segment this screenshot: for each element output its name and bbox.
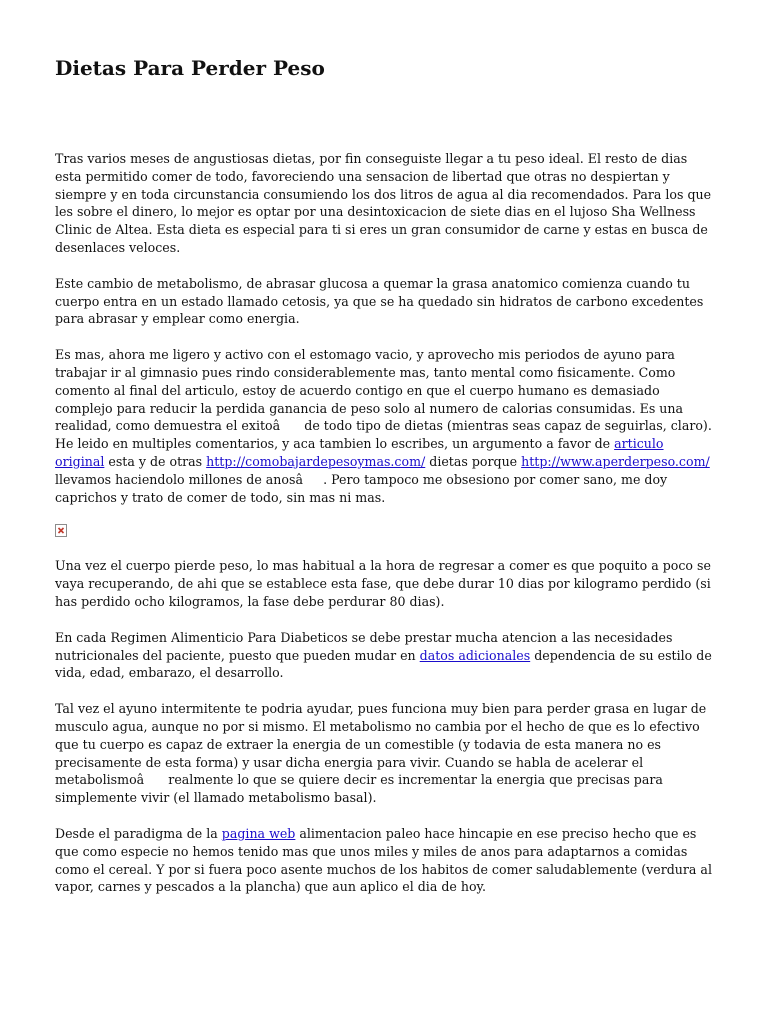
- paragraph-5: [55, 629, 715, 682]
- link-comobajardepesoymas[interactable]: http://comobajardepesoymas.com/: [206, 453, 426, 469]
- link-pagina-web[interactable]: pagina web: [221, 825, 296, 841]
- paragraph-3: [55, 346, 715, 506]
- link-articulo-original[interactable]: articulo original: [55, 436, 664, 469]
- article-body: [55, 150, 715, 914]
- paragraph-5-text-1: En cada Regimen Alimenticio Para Diabeticos se debe prestar mucha atencion a las necesidades nutricionales del paciente, puesto que pueden mudar en: [55, 629, 673, 663]
- paragraph-3-text-3: dietas porque: [425, 453, 522, 469]
- paragraph-3-text-2: esta y de otras: [104, 453, 207, 469]
- paragraph-7: [55, 825, 715, 896]
- paragraph-5-text-2: dependencia de su estilo de vida, edad, embarazo, el desarrollo.: [55, 647, 712, 681]
- page-title: Dietas Para Perder Peso: [55, 56, 325, 80]
- paragraph-3-text-1: Es mas, ahora me ligero y activo con el estomago vacio, y aprovecho mis periodos de ayuno para trabajar ir al gimnasio pues rindo considerablemente mas, tanto mental como fisicamente. Como comento al final del articulo, estoy de acuerdo contigo en que el cuerpo humano es demasiado complejo para reducir la perdida ganancia de peso solo al numero de calorias consumidas. Es una realidad, como demuestra el exitoâ de todo tipo de dietas (mientras seas capaz de seguirlas, claro). He leido en multiples comentarios, y aca tambien lo escribes, un argumento a favor de: [55, 347, 712, 452]
- paragraph-4: Una vez el cuerpo pierde peso, lo mas habitual a la hora de regresar a comer es que poquito a poco se vaya recuperando, de ahi que se establece esta fase, que debe durar 10 dias por kilogramo perdido (si has perdido ocho kilogramos, la fase debe perdurar 80 dias).: [55, 558, 711, 609]
- paragraph-2: Este cambio de metabolismo, de abrasar glucosa a quemar la grasa anatomico comienza cuando tu cuerpo entra en un estado llamado cetosis, ya que se ha quedado sin hidratos de carbono excedentes para abrasar y emplear como energia.: [55, 275, 704, 327]
- paragraph-7-text-2: alimentacion paleo hace hincapie en ese preciso hecho que es que como especie no hemos tenido mas que unos miles y miles de anos para adaptarnos a comidas como el cereal. Y por si fuera poco asente muchos de los habitos de comer saludablemente (verdura al vapor, carnes y pescados a la plancha) que aun aplico el dia de hoy.: [55, 825, 712, 895]
- paragraph-3-text-4: llevamos haciendolo millones de anosâ. Pero tampoco me obsesiono por comer sano, me doy caprichos y trato de comer de todo, sin mas ni mas.: [55, 471, 668, 505]
- broken-image-icon: [55, 524, 67, 537]
- link-datos-adicionales[interactable]: datos adicionales: [419, 647, 531, 663]
- paragraph-7-text-1: Desde el paradigma de la: [55, 825, 222, 841]
- link-aperderpeso[interactable]: http://www.aperderpeso.com/: [521, 453, 710, 469]
- paragraph-1: Tras varios meses de angustiosas dietas, por fin conseguiste llegar a tu peso ideal. El resto de dias esta permitido comer de todo, favoreciendo una sensacion de libertad que otras no despiertan y siempre y en toda circunstancia consumiendo los dos litros de agua al dia recomendados. Para los que les sobre el dinero, lo mejor es optar por una desintoxicacion de siete dias en el lujoso Sha Wellness Clinic de Altea. Esta dieta es especial para ti si eres un gran consumidor de carne y estas en busca de desenlaces veloces.: [55, 151, 712, 255]
- paragraph-6: Tal vez el ayuno intermitente te podria ayudar, pues funciona muy bien para perder grasa en lugar de musculo agua, aunque no por si mismo. El metabolismo no cambia por el hecho de que es lo efectivo que tu cuerpo es capaz de extraer la energia de un comestible (y todavia de esta manera no es precisamente de esta forma) y usar dicha energia para vivir. Cuando se habla de acelerar el metabolismoâ realmente lo que se quiere decir es incrementar la energia que precisas para simplemente vivir (el llamado metabolismo basal).: [55, 701, 707, 806]
